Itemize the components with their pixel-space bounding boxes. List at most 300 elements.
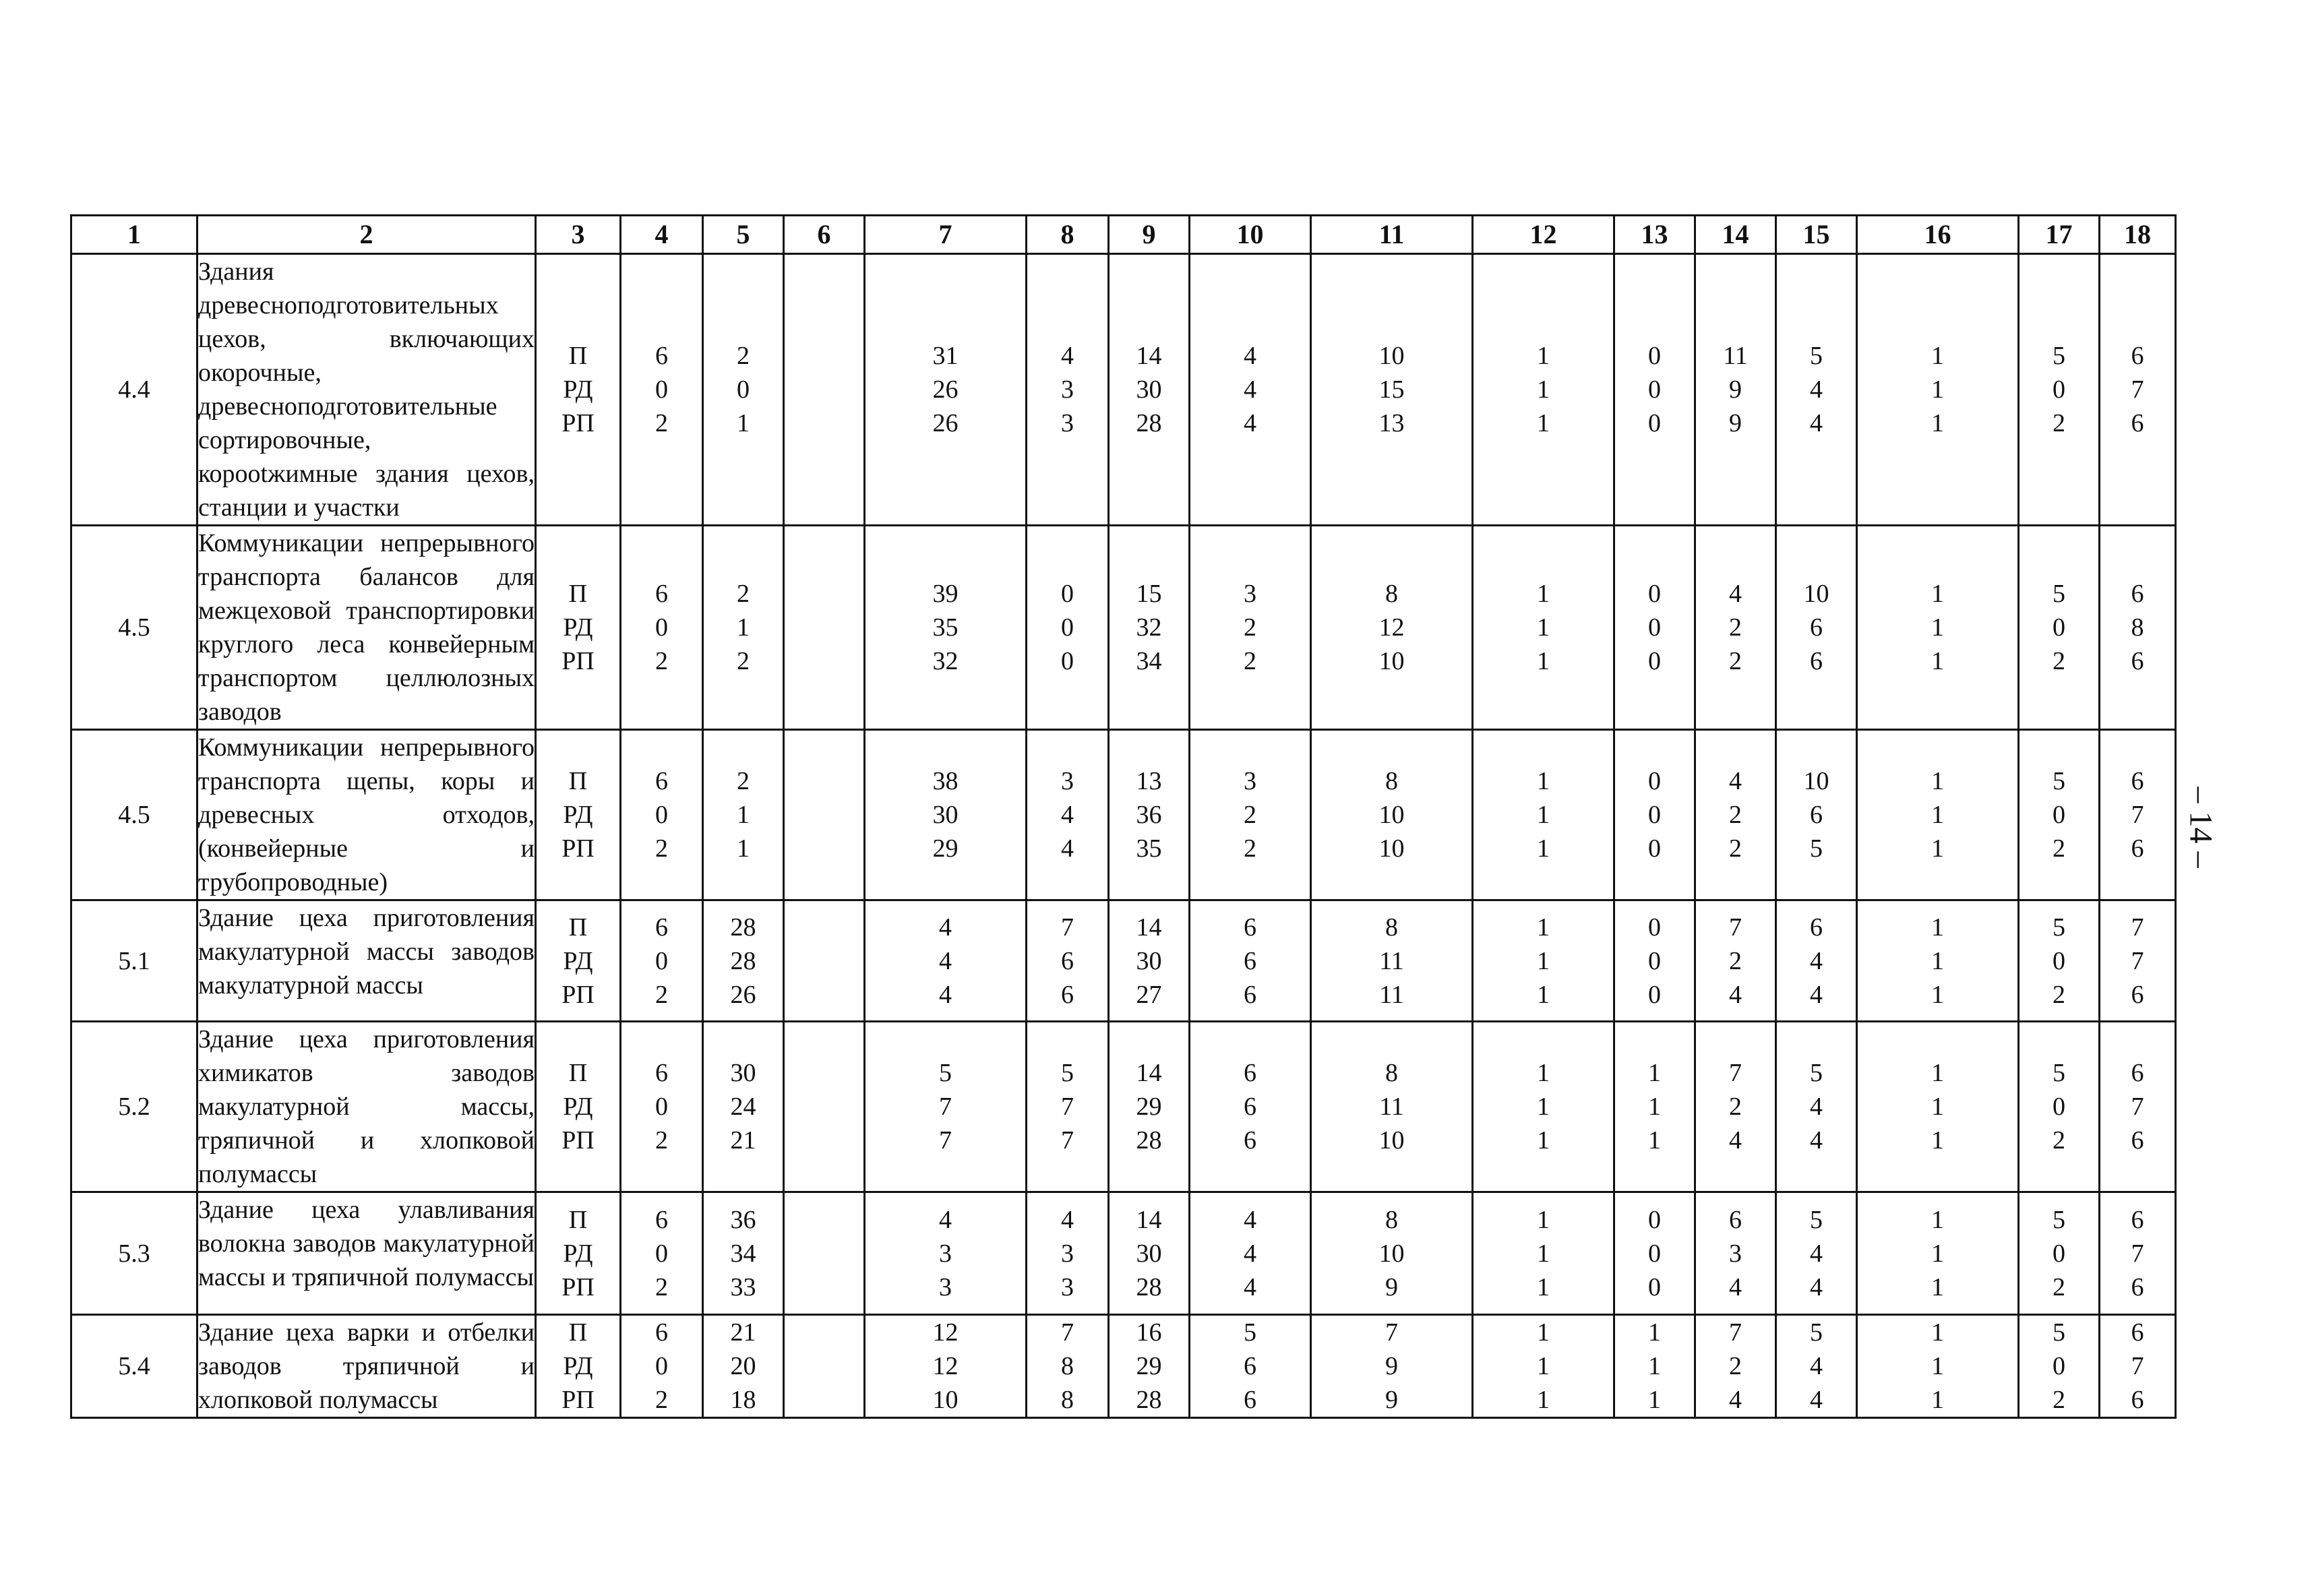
value-cell [2019, 254, 2100, 526]
cell-value: 35 [1136, 834, 1162, 863]
cell-value: 0 [1061, 647, 1074, 675]
cell-value: РП [561, 1272, 595, 1301]
cell-value: 36 [730, 1205, 756, 1234]
value-cell [1027, 1192, 1109, 1315]
cell-value: 0 [1648, 580, 1661, 608]
cell-value: 2 [1729, 801, 1742, 829]
cell-value: 11 [1379, 980, 1404, 1009]
cell-value: 4 [1729, 580, 1742, 608]
cell-value: 0 [655, 1352, 668, 1380]
cell-value: 6 [655, 342, 668, 370]
value-cell [1109, 254, 1190, 526]
row-number: 5.2 [71, 1022, 198, 1192]
value-cell [1695, 1315, 1776, 1418]
value-cell [703, 1315, 784, 1418]
cell-value: 4 [939, 980, 952, 1009]
cell-value: 2 [1729, 1352, 1742, 1380]
cell-value: П [568, 767, 588, 795]
value-cell [1473, 254, 1614, 526]
value-cell [621, 526, 703, 730]
cell-value: 12 [932, 1352, 959, 1380]
cell-value: 2 [1729, 834, 1742, 863]
cell-value: 3 [1729, 1239, 1742, 1268]
cell-value: 28 [1136, 1386, 1162, 1414]
cell-value: 15 [1378, 375, 1405, 404]
cell-value: РД [563, 613, 593, 642]
cell-value: П [568, 580, 588, 608]
cell-value: 0 [1648, 613, 1661, 642]
cell-value: 6 [1244, 1386, 1256, 1414]
value-cell [621, 1022, 703, 1192]
column-header: 13 [1614, 216, 1695, 254]
cell-value: 26 [932, 409, 959, 437]
cell-value: 28 [730, 946, 756, 975]
cell-value: 5 [1244, 1318, 1256, 1347]
cell-value: 14 [1136, 342, 1162, 370]
cell-value: 0 [1648, 409, 1661, 437]
cell-value: 6 [2131, 980, 2144, 1009]
cell-value: 3 [939, 1239, 952, 1268]
cell-value: 7 [2131, 913, 2144, 942]
cell-value: 7 [2131, 1352, 2144, 1380]
cell-value: 10 [1378, 1126, 1405, 1155]
cell-value: 6 [655, 580, 668, 608]
cell-value: 10 [1803, 767, 1829, 795]
cell-value: 21 [730, 1126, 756, 1155]
cell-value: 7 [2131, 946, 2144, 975]
column-header: 15 [1776, 216, 1857, 254]
value-cell [1027, 1315, 1109, 1418]
cell-value: 0 [1648, 801, 1661, 829]
cell-value: 1 [1931, 913, 1944, 942]
value-cell [1473, 1022, 1614, 1192]
cell-value: РД [563, 946, 593, 975]
table-row [71, 900, 2176, 1022]
cell-value: 10 [1378, 801, 1405, 829]
column-header: 4 [621, 216, 703, 254]
value-cell [2019, 1315, 2100, 1418]
row-number: 4.5 [71, 526, 198, 730]
cell-value: 1 [1648, 1318, 1661, 1347]
value-cell [1776, 1192, 1857, 1315]
value-cell [703, 1022, 784, 1192]
cell-value: 2 [737, 342, 750, 370]
value-cell [1190, 730, 1311, 900]
value-cell [1190, 1022, 1311, 1192]
cell-value: 4 [1729, 980, 1742, 1009]
cell-value: 8 [2131, 613, 2144, 642]
row-number: 5.1 [71, 900, 198, 1022]
value-cell [621, 1315, 703, 1418]
cell-value: 28 [730, 913, 756, 942]
page-number: – 14 – [2183, 787, 2219, 868]
cell-value: 6 [655, 1318, 668, 1347]
value-cell [865, 900, 1027, 1022]
value-cell [1190, 254, 1311, 526]
cell-value: 0 [655, 801, 668, 829]
cell-value: 2 [2053, 647, 2065, 675]
value-cell [784, 1192, 865, 1315]
cell-value: 3 [1061, 767, 1074, 795]
cell-value: 28 [1136, 1126, 1162, 1155]
cell-value [785, 1124, 863, 1157]
cell-value: 2 [2053, 1272, 2065, 1301]
column-header: 12 [1473, 216, 1614, 254]
value-cell [1776, 526, 1857, 730]
cell-value: 1 [1931, 801, 1944, 829]
cell-value: 0 [737, 375, 750, 404]
value-cell [784, 730, 865, 900]
cell-value: 1 [1537, 1386, 1550, 1414]
value-cell [1027, 1022, 1109, 1192]
value-cell [1027, 254, 1109, 526]
cell-value: 35 [932, 613, 959, 642]
cell-value [785, 577, 863, 611]
cell-value: 7 [2131, 1239, 2144, 1268]
value-cell [536, 1022, 621, 1192]
cell-value [785, 978, 863, 1012]
cell-value: 29 [932, 834, 959, 863]
cell-value: 8 [1061, 1352, 1074, 1380]
cell-value: 2 [655, 980, 668, 1009]
value-cell [1857, 254, 2019, 526]
cell-value: 0 [2053, 801, 2065, 829]
value-cell [1695, 1022, 1776, 1192]
cell-value: 4 [1810, 1239, 1823, 1268]
table-row [71, 1315, 2176, 1418]
value-cell [1776, 900, 1857, 1022]
cell-value: 1 [1537, 375, 1550, 404]
value-cell [1190, 526, 1311, 730]
cell-value: 13 [1378, 409, 1405, 437]
value-cell [784, 900, 865, 1022]
value-cell [621, 900, 703, 1022]
cell-value: 4 [1244, 1205, 1256, 1234]
cell-value: 14 [1136, 1059, 1162, 1087]
column-header: 10 [1190, 216, 1311, 254]
cell-value: 14 [1136, 1205, 1162, 1234]
value-cell [1857, 526, 2019, 730]
cell-value: 2 [2053, 1386, 2065, 1414]
row-description: Здание цеха улавливания волокна заводов макулатурной массы и тряпичной полумассы [198, 1192, 536, 1315]
cell-value: 4 [1244, 1272, 1256, 1301]
table-body [71, 254, 2176, 1418]
cell-value: 24 [730, 1093, 756, 1121]
cell-value: П [568, 913, 588, 942]
column-header: 5 [703, 216, 784, 254]
cell-value [785, 1056, 863, 1090]
cell-value: 10 [1378, 834, 1405, 863]
cell-value: П [568, 1059, 588, 1087]
cell-value: 6 [2131, 1059, 2144, 1087]
value-cell [784, 1315, 865, 1418]
row-description: Здание цеха варки и отбелки заводов тряпичной и хлопковой полумассы [198, 1315, 536, 1418]
value-cell [2019, 1022, 2100, 1192]
cell-value [785, 406, 863, 440]
cell-value: РП [561, 1386, 595, 1414]
cell-value: 5 [2053, 342, 2065, 370]
table-row [71, 526, 2176, 730]
cell-value: 2 [737, 767, 750, 795]
cell-value: 21 [730, 1318, 756, 1347]
cell-value: 1 [1931, 342, 1944, 370]
value-cell [1473, 1315, 1614, 1418]
cell-value: 6 [1810, 613, 1823, 642]
cell-value: 6 [2131, 834, 2144, 863]
cell-value: 7 [2131, 1093, 2144, 1121]
row-number: 4.4 [71, 254, 198, 526]
cell-value: 6 [655, 767, 668, 795]
cell-value: РД [563, 375, 593, 404]
cell-value: 6 [2131, 1205, 2144, 1234]
cell-value: 2 [1244, 834, 1256, 863]
cell-value: 1 [1931, 409, 1944, 437]
cell-value: 0 [1061, 580, 1074, 608]
cell-value: 6 [1244, 980, 1256, 1009]
cell-value: 1 [1537, 913, 1550, 942]
value-cell [1776, 1315, 1857, 1418]
cell-value: 0 [1648, 647, 1661, 675]
value-cell [1109, 1022, 1190, 1192]
cell-value: 10 [1378, 647, 1405, 675]
cell-value: 10 [1378, 1239, 1405, 1268]
cell-value: 1 [1537, 834, 1550, 863]
cell-value: 7 [1729, 1059, 1742, 1087]
cell-value: 4 [1810, 1386, 1823, 1414]
value-cell [536, 730, 621, 900]
cell-value: РП [561, 1126, 595, 1155]
cell-value: 7 [1729, 913, 1742, 942]
cell-value: 4 [1810, 946, 1823, 975]
cell-value: 1 [1537, 767, 1550, 795]
row-description: Здания древесноподготовительных цехов, включающих окорочные, древесноподготовительные сортировочные, корootжимные здания цехов, станции и участки [198, 254, 536, 526]
cell-value: 0 [1648, 834, 1661, 863]
cell-value: 6 [2131, 409, 2144, 437]
row-description: Коммуникации непрерывного транспорта щепы, коры и древесных отходов, (конвейерные и трубопроводные) [198, 730, 536, 900]
cell-value: 1 [1931, 580, 1944, 608]
cell-value: 0 [1648, 913, 1661, 942]
cell-value: 2 [1729, 1093, 1742, 1121]
cell-value: 6 [1244, 1093, 1256, 1121]
cell-value: 1 [1931, 1205, 1944, 1234]
cell-value: 36 [1136, 801, 1162, 829]
value-cell [703, 254, 784, 526]
cell-value: 10 [1378, 342, 1405, 370]
value-cell [1695, 900, 1776, 1022]
cell-value: 10 [932, 1386, 959, 1414]
cell-value: 1 [1648, 1386, 1661, 1414]
cell-value: 0 [1648, 980, 1661, 1009]
value-cell [1857, 900, 2019, 1022]
value-cell [1857, 1192, 2019, 1315]
cell-value: 6 [2131, 1272, 2144, 1301]
cell-value: 0 [2053, 613, 2065, 642]
cell-value: 1 [1931, 1239, 1944, 1268]
cell-value: 7 [2131, 801, 2144, 829]
cell-value [785, 944, 863, 978]
cell-value [785, 764, 863, 798]
value-cell [1857, 1315, 2019, 1418]
cell-value: 7 [1385, 1318, 1398, 1347]
value-cell [1695, 254, 1776, 526]
column-header: 1 [71, 216, 198, 254]
value-cell [536, 1192, 621, 1315]
value-cell [2019, 730, 2100, 900]
cell-value: 1 [1537, 1352, 1550, 1380]
cell-value: 9 [1385, 1386, 1398, 1414]
cell-value: 3 [1244, 767, 1256, 795]
value-cell [1109, 526, 1190, 730]
data-table [70, 214, 2177, 1419]
cell-value: 8 [1385, 1205, 1398, 1234]
cell-value: 8 [1385, 580, 1398, 608]
cell-value: 0 [2053, 1239, 2065, 1268]
row-number: 5.4 [71, 1315, 198, 1418]
cell-value: 1 [737, 834, 750, 863]
cell-value: 1 [1931, 1093, 1944, 1121]
value-cell [865, 526, 1027, 730]
cell-value: 27 [1136, 980, 1162, 1009]
cell-value: РД [563, 1352, 593, 1380]
table-row [71, 1192, 2176, 1315]
cell-value: 7 [1061, 913, 1074, 942]
cell-value: 2 [1729, 946, 1742, 975]
cell-value: 2 [1244, 647, 1256, 675]
cell-value: 2 [1244, 613, 1256, 642]
cell-value: 31 [932, 342, 959, 370]
cell-value: 4 [1061, 342, 1074, 370]
value-cell [2100, 526, 2176, 730]
value-cell [2019, 1192, 2100, 1315]
cell-value: 1 [1931, 613, 1944, 642]
cell-value: 2 [2053, 409, 2065, 437]
value-cell [1190, 1192, 1311, 1315]
value-cell [1857, 730, 2019, 900]
cell-value [785, 1090, 863, 1124]
value-cell [1027, 526, 1109, 730]
cell-value: 11 [1723, 342, 1748, 370]
cell-value: 34 [1136, 647, 1162, 675]
cell-value: 4 [1810, 409, 1823, 437]
value-cell [1857, 1022, 2019, 1192]
cell-value: 5 [1810, 342, 1823, 370]
value-cell [1311, 254, 1473, 526]
cell-value: 6 [1244, 1059, 1256, 1087]
cell-value: 6 [1244, 1126, 1256, 1155]
cell-value: 9 [1385, 1272, 1398, 1301]
cell-value: 5 [2053, 913, 2065, 942]
cell-value: 1 [1931, 1272, 1944, 1301]
cell-value: 2 [1729, 647, 1742, 675]
cell-value: 32 [1136, 613, 1162, 642]
cell-value: 4 [1729, 1126, 1742, 1155]
value-cell [2019, 526, 2100, 730]
value-cell [1473, 900, 1614, 1022]
value-cell [784, 1022, 865, 1192]
cell-value: 1 [1648, 1059, 1661, 1087]
table-row [71, 730, 2176, 900]
cell-value: 28 [1136, 409, 1162, 437]
cell-value: 28 [1136, 1272, 1162, 1301]
cell-value: 0 [2053, 1093, 2065, 1121]
value-cell [536, 1315, 621, 1418]
cell-value [785, 911, 863, 944]
cell-value: 2 [1729, 613, 1742, 642]
value-cell [865, 1315, 1027, 1418]
cell-value: 4 [1810, 1352, 1823, 1380]
cell-value: 3 [939, 1272, 952, 1301]
cell-value: 0 [1648, 1239, 1661, 1268]
value-cell [865, 730, 1027, 900]
cell-value: 29 [1136, 1093, 1162, 1121]
cell-value: 1 [737, 801, 750, 829]
cell-value: 1 [1648, 1126, 1661, 1155]
cell-value: 5 [1810, 1205, 1823, 1234]
value-cell [1311, 526, 1473, 730]
cell-value: 9 [1729, 375, 1742, 404]
value-cell [1109, 900, 1190, 1022]
cell-value: 2 [655, 1386, 668, 1414]
cell-value: 1 [1537, 801, 1550, 829]
cell-value: 1 [1537, 647, 1550, 675]
column-header: 9 [1109, 216, 1190, 254]
cell-value: 32 [932, 647, 959, 675]
value-cell [703, 730, 784, 900]
cell-value: 4 [1810, 980, 1823, 1009]
cell-value: 1 [1931, 1352, 1944, 1380]
cell-value: 8 [1385, 767, 1398, 795]
cell-value: 12 [932, 1318, 959, 1347]
value-cell [2100, 254, 2176, 526]
cell-value: 33 [730, 1272, 756, 1301]
cell-value: 4 [939, 913, 952, 942]
value-cell [703, 900, 784, 1022]
cell-value: 0 [1061, 613, 1074, 642]
cell-value: РП [561, 980, 595, 1009]
cell-value [785, 1270, 863, 1304]
cell-value: 1 [737, 613, 750, 642]
cell-value: 1 [1648, 1093, 1661, 1121]
value-cell [2100, 1192, 2176, 1315]
value-cell [865, 1192, 1027, 1315]
cell-value: 30 [932, 801, 959, 829]
cell-value: 8 [1385, 1059, 1398, 1087]
cell-value [785, 611, 863, 644]
cell-value [785, 373, 863, 406]
cell-value: 12 [1378, 613, 1405, 642]
cell-value: 1 [1537, 1126, 1550, 1155]
value-cell [536, 526, 621, 730]
cell-value: 0 [1648, 946, 1661, 975]
value-cell [1311, 900, 1473, 1022]
cell-value: РП [561, 647, 595, 675]
cell-value: 8 [1061, 1386, 1074, 1414]
value-cell [2100, 1022, 2176, 1192]
cell-value [785, 339, 863, 373]
cell-value: 6 [1244, 913, 1256, 942]
cell-value: 1 [1931, 1126, 1944, 1155]
cell-value: 1 [1931, 647, 1944, 675]
cell-value: РП [561, 834, 595, 863]
value-cell [536, 254, 621, 526]
value-cell [1776, 1022, 1857, 1192]
cell-value: 7 [2131, 375, 2144, 404]
cell-value: 2 [2053, 1126, 2065, 1155]
cell-value: 4 [1061, 834, 1074, 863]
column-header: 11 [1311, 216, 1473, 254]
value-cell [1614, 254, 1695, 526]
cell-value: 3 [1244, 580, 1256, 608]
